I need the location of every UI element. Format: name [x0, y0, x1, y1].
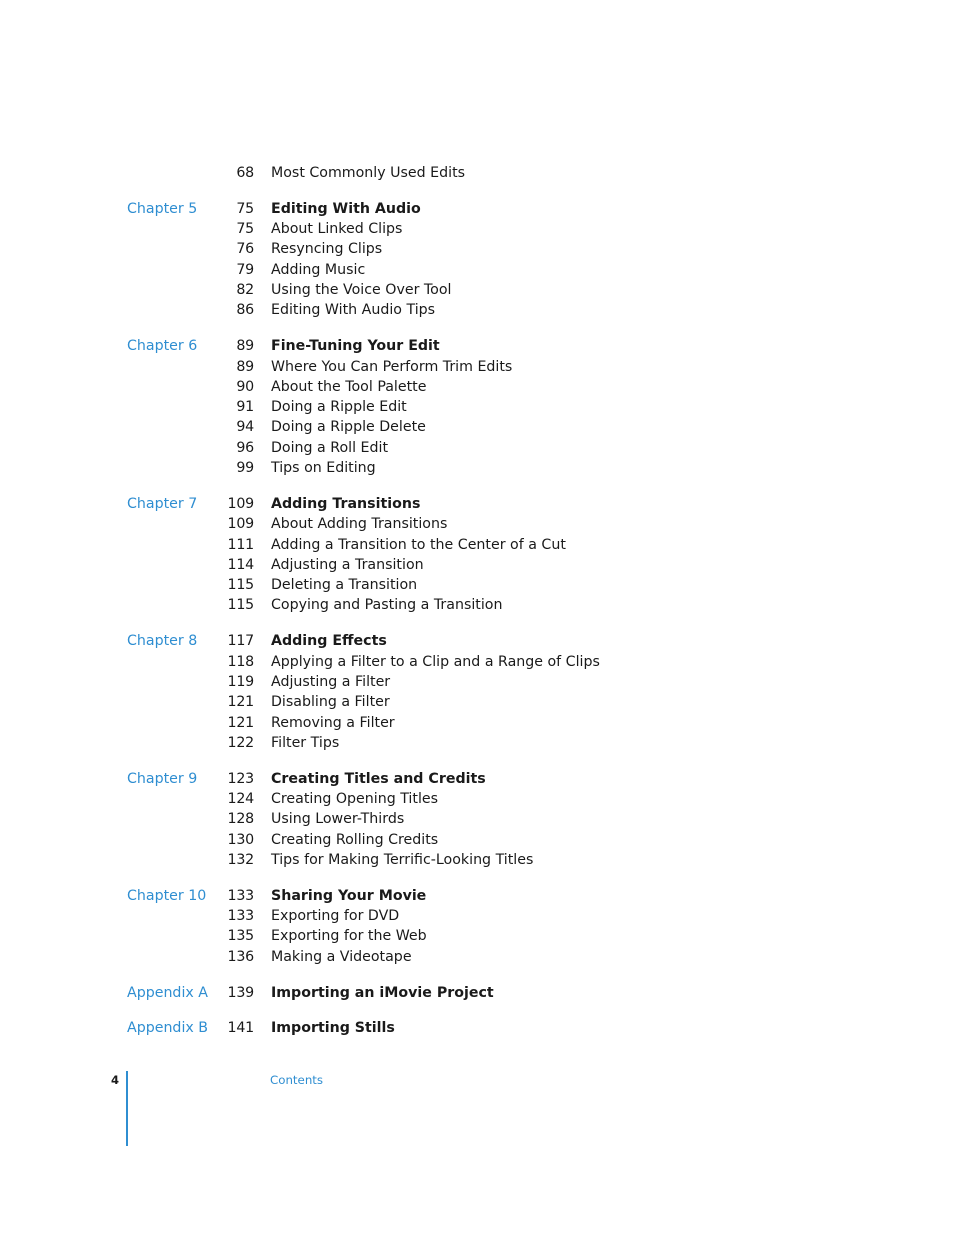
- toc-section: [0, 199, 954, 321]
- toc-entry-title[interactable]: Exporting for DVD: [271, 908, 400, 925]
- toc-page-number: 121: [227, 714, 254, 731]
- footer-page-number: 4: [111, 1073, 120, 1087]
- toc-chapter-title[interactable]: Adding Effects: [271, 633, 387, 650]
- toc-section: [0, 983, 954, 1003]
- toc-entry-row[interactable]: [0, 672, 954, 692]
- toc-section: [0, 1018, 954, 1038]
- toc-page-number: 135: [227, 928, 254, 945]
- toc-page-number: 141: [227, 1020, 254, 1037]
- toc-section: [0, 336, 954, 478]
- toc-entry-title[interactable]: Tips for Making Terrific-Looking Titles: [271, 851, 534, 868]
- toc-entry-row[interactable]: [0, 438, 954, 458]
- toc-section: [0, 163, 954, 183]
- toc-chapter-title[interactable]: Creating Titles and Credits: [271, 770, 486, 787]
- toc-page-number: 82: [236, 282, 254, 299]
- toc-page-number: 130: [227, 831, 254, 848]
- toc-page-number: 132: [227, 851, 254, 868]
- toc-page-number: 122: [227, 734, 254, 751]
- toc-entry-row[interactable]: [0, 397, 954, 417]
- toc-page-number: 114: [227, 556, 254, 573]
- toc-entry-title[interactable]: Deleting a Transition: [271, 577, 418, 594]
- toc-entry-title[interactable]: Resyncing Clips: [271, 241, 383, 258]
- toc-page-number: 90: [236, 378, 254, 395]
- toc-page-number: 139: [227, 984, 254, 1001]
- toc-entry-title[interactable]: Exporting for the Web: [271, 928, 427, 945]
- toc-page-number: 94: [236, 419, 254, 436]
- toc-page-number: 68: [236, 165, 254, 181]
- footer-section-label: Contents: [270, 1073, 324, 1087]
- toc-page-number: 115: [227, 597, 254, 614]
- toc-entry-row[interactable]: [0, 555, 954, 575]
- toc-entry-row[interactable]: [0, 926, 954, 946]
- toc-page-number: 117: [227, 633, 254, 650]
- toc-section: [0, 494, 954, 616]
- toc-page-number: 76: [236, 241, 254, 258]
- toc-entry-title[interactable]: Filter Tips: [271, 734, 340, 751]
- toc-entry-title[interactable]: Where You Can Perform Trim Edits: [271, 358, 513, 375]
- toc-page-number: 91: [236, 399, 254, 416]
- toc-entry-row[interactable]: [0, 575, 954, 595]
- toc-page-number: 109: [227, 495, 254, 512]
- footer-divider: [126, 1071, 128, 1146]
- toc-page-number: 109: [227, 516, 254, 533]
- toc-entry-row[interactable]: [0, 514, 954, 534]
- toc-entry-row[interactable]: [0, 219, 954, 239]
- toc-page-number: 128: [227, 811, 254, 828]
- toc-page-number: 99: [236, 460, 254, 477]
- toc-entry-title[interactable]: Removing a Filter: [271, 714, 395, 731]
- toc-entry-title[interactable]: Adding Music: [271, 261, 366, 278]
- toc-entry-title[interactable]: Doing a Ripple Edit: [271, 399, 407, 416]
- toc-chapter-heading-row[interactable]: [0, 336, 954, 356]
- toc-page-number: 121: [227, 694, 254, 711]
- toc-chapter-label[interactable]: Appendix A: [127, 984, 208, 1001]
- toc-entry-row[interactable]: [0, 300, 954, 320]
- toc-section: [0, 769, 954, 870]
- toc-entry-title[interactable]: About Linked Clips: [271, 221, 403, 238]
- toc-chapter-label[interactable]: Chapter 6: [127, 338, 198, 355]
- toc-chapter-title[interactable]: Editing With Audio: [271, 200, 421, 217]
- toc-page-number: 124: [227, 790, 254, 807]
- toc-page-number: 89: [236, 338, 254, 355]
- toc-entry-row[interactable]: [0, 947, 954, 967]
- toc-page-number: 96: [236, 439, 254, 456]
- toc-page-number: 111: [227, 536, 254, 553]
- toc-page-number: 89: [236, 358, 254, 375]
- toc-chapter-label[interactable]: Appendix B: [127, 1020, 209, 1037]
- toc-section: [0, 631, 954, 753]
- toc-entry-row[interactable]: [0, 713, 954, 733]
- toc-page-number: 79: [236, 261, 254, 278]
- toc-entry-title[interactable]: Doing a Roll Edit: [271, 439, 389, 456]
- toc-entry-title[interactable]: About the Tool Palette: [271, 378, 427, 395]
- toc-entry-title[interactable]: Copying and Pasting a Transition: [271, 597, 503, 614]
- toc-chapter-label[interactable]: Chapter 7: [127, 495, 198, 512]
- toc-entry-row[interactable]: [0, 652, 954, 672]
- toc-chapter-label[interactable]: Chapter 8: [127, 633, 198, 650]
- toc-entry-row[interactable]: [0, 535, 954, 555]
- toc-entry-title[interactable]: Creating Rolling Credits: [271, 831, 439, 848]
- toc-chapter-title[interactable]: Sharing Your Movie: [271, 887, 427, 904]
- toc-page-number: 133: [227, 887, 254, 904]
- toc-entry-row[interactable]: [0, 417, 954, 437]
- toc-entry-title[interactable]: Using the Voice Over Tool: [271, 282, 452, 299]
- toc-chapter-label[interactable]: Chapter 9: [127, 770, 198, 787]
- toc-entry-row[interactable]: [0, 260, 954, 280]
- toc-entry-title[interactable]: Making a Videotape: [271, 948, 412, 965]
- toc-entry-title[interactable]: Disabling a Filter: [271, 694, 390, 711]
- toc-section: [0, 886, 954, 967]
- toc-entry-row[interactable]: [0, 595, 954, 615]
- toc-chapter-title[interactable]: Fine-Tuning Your Edit: [271, 338, 440, 355]
- toc-page-number: 123: [227, 770, 254, 787]
- toc-entry-row[interactable]: [0, 692, 954, 712]
- toc-chapter-heading-row[interactable]: [0, 494, 954, 514]
- toc-chapter-heading-row[interactable]: [0, 769, 954, 789]
- toc-chapter-title[interactable]: Importing an iMovie Project: [271, 984, 494, 1001]
- toc-entry-title[interactable]: Creating Opening Titles: [271, 790, 439, 807]
- toc-entry-title[interactable]: Adjusting a Transition: [271, 556, 424, 573]
- toc-page-number: 133: [227, 908, 254, 925]
- toc-entry-row[interactable]: [0, 163, 954, 183]
- toc-page-number: 119: [227, 673, 254, 690]
- toc-chapter-title[interactable]: Adding Transitions: [271, 495, 421, 512]
- toc-chapter-title[interactable]: Importing Stills: [271, 1020, 395, 1037]
- table-of-contents: [0, 163, 954, 1054]
- toc-entry-row[interactable]: [0, 906, 954, 926]
- toc-entry-title[interactable]: Tips on Editing: [271, 460, 376, 477]
- toc-entry-title[interactable]: About Adding Transitions: [271, 516, 448, 533]
- toc-page-number: 118: [227, 653, 254, 670]
- toc-page-number: 75: [236, 221, 254, 238]
- toc-entry-title[interactable]: Using Lower-Thirds: [271, 811, 405, 828]
- toc-entry-title[interactable]: Adjusting a Filter: [271, 673, 391, 690]
- toc-entry-row[interactable]: [0, 733, 954, 753]
- toc-chapter-heading-row[interactable]: [0, 886, 954, 906]
- toc-entry-row[interactable]: [0, 357, 954, 377]
- toc-entry-row[interactable]: [0, 830, 954, 850]
- toc-page-number: 86: [236, 302, 254, 319]
- toc-entry-row[interactable]: [0, 377, 954, 397]
- toc-entry-title[interactable]: Editing With Audio Tips: [271, 302, 436, 319]
- toc-entry-row[interactable]: [0, 789, 954, 809]
- toc-entry-row[interactable]: [0, 280, 954, 300]
- toc-entry-title[interactable]: Applying a Filter to a Clip and a Range of Clips: [271, 653, 600, 670]
- toc-entry-title[interactable]: Doing a Ripple Delete: [271, 419, 426, 436]
- toc-entry-row[interactable]: [0, 458, 954, 478]
- toc-chapter-label[interactable]: Chapter 10: [127, 887, 207, 904]
- toc-entry-title[interactable]: Most Commonly Used Edits: [271, 165, 466, 181]
- toc-chapter-label[interactable]: Chapter 5: [127, 200, 198, 217]
- toc-page-number: 136: [227, 948, 254, 965]
- toc-page-number: 75: [236, 200, 254, 217]
- toc-entry-title[interactable]: Adding a Transition to the Center of a Cut: [271, 536, 566, 553]
- toc-entry-row[interactable]: [0, 809, 954, 829]
- toc-entry-row[interactable]: [0, 239, 954, 259]
- toc-chapter-heading-row[interactable]: [0, 983, 954, 1003]
- toc-entry-row[interactable]: [0, 850, 954, 870]
- toc-chapter-heading-row[interactable]: [0, 1018, 954, 1038]
- toc-page-number: 115: [227, 577, 254, 594]
- toc-chapter-heading-row[interactable]: [0, 199, 954, 219]
- toc-chapter-heading-row[interactable]: [0, 631, 954, 651]
